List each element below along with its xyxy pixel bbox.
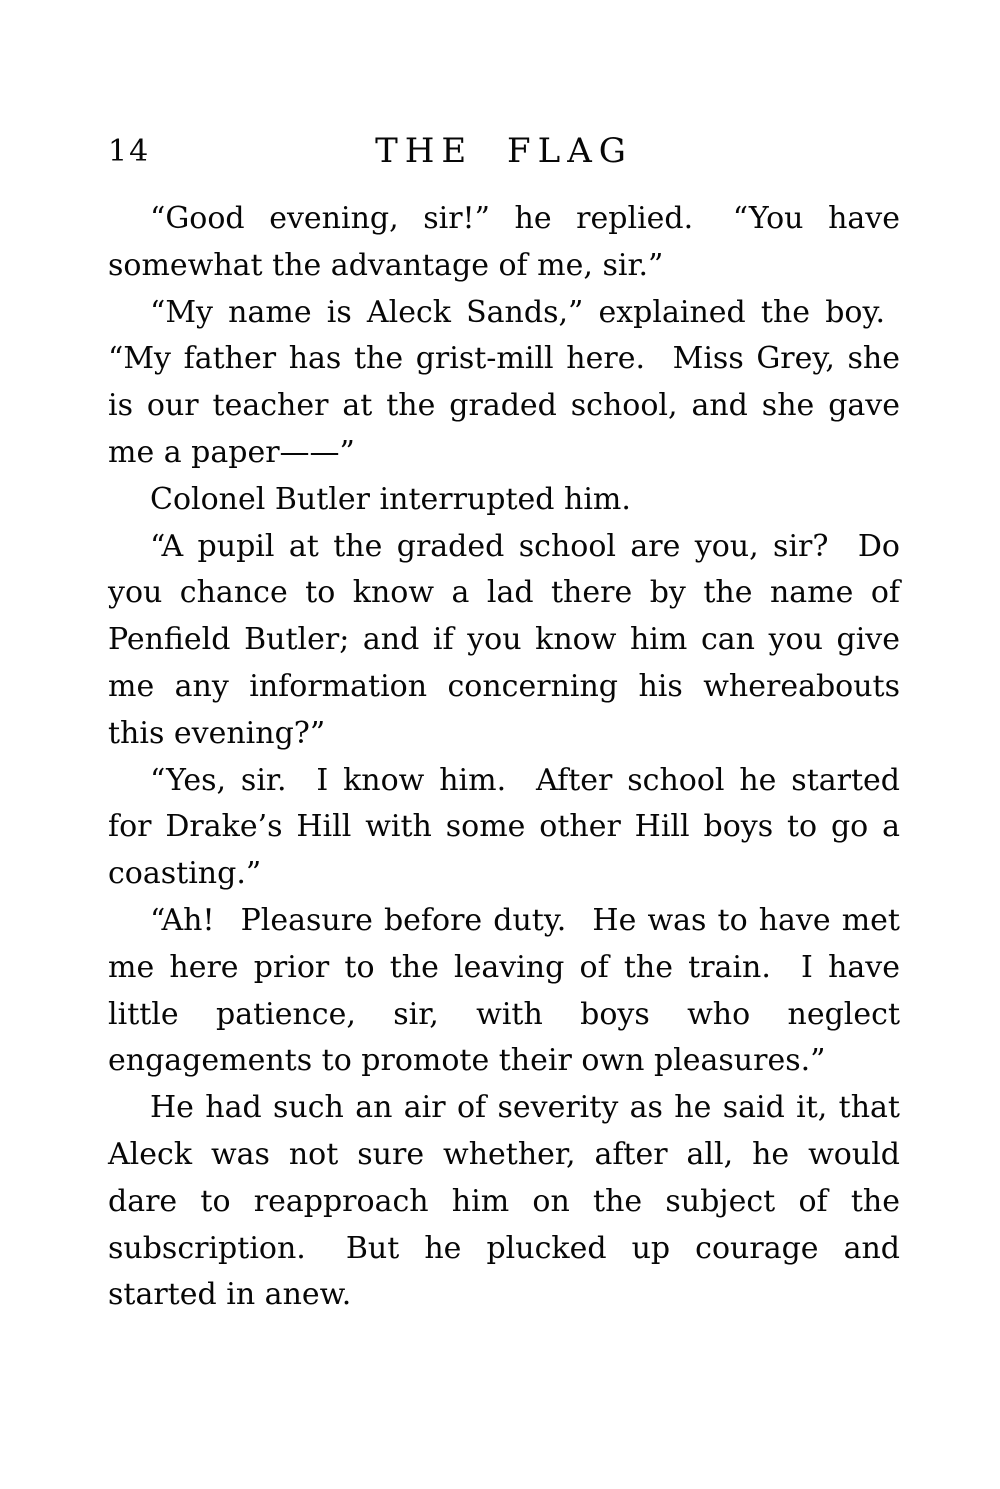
running-title: THE FLAG <box>375 131 633 171</box>
paragraph-4: “A pupil at the graded school are you, sir? Do you chance to know a lad there by the name of Penfield Butler; and if you know him can you give me any information concerning his whereabouts this evening?” <box>108 528 900 751</box>
page-number: 14 <box>108 134 151 169</box>
paragraph-6: “Ah! Pleasure before duty. He was to have met me here prior to the leaving of the train. I have little patience, sir, with boys who neglect engagements to promote their own pleasures.” <box>108 902 900 1079</box>
paragraph-3: Colonel Butler interrupted him. <box>150 481 631 517</box>
page-text <box>108 196 900 1319</box>
paragraph-7: He had such an air of severity as he said it, that Aleck was not sure whether, after all, he would dare to reapproach him on the subject of the subscription. But he plucked up courage and started in anew. <box>108 1090 900 1313</box>
paragraph-1: “Good evening, sir!” he replied. “You have somewhat the advantage of me, sir.” <box>108 201 900 283</box>
paragraph-2: “My name is Aleck Sands,” explained the boy. “My father has the grist-mill here. Miss Grey, she is our teacher at the graded school, and she gave me a paper——” <box>108 294 900 470</box>
paragraph-5: “Yes, sir. I know him. After school he started for Drake’s Hill with some other Hill boys to go a coasting.” <box>108 762 900 892</box>
page-header <box>108 131 900 175</box>
